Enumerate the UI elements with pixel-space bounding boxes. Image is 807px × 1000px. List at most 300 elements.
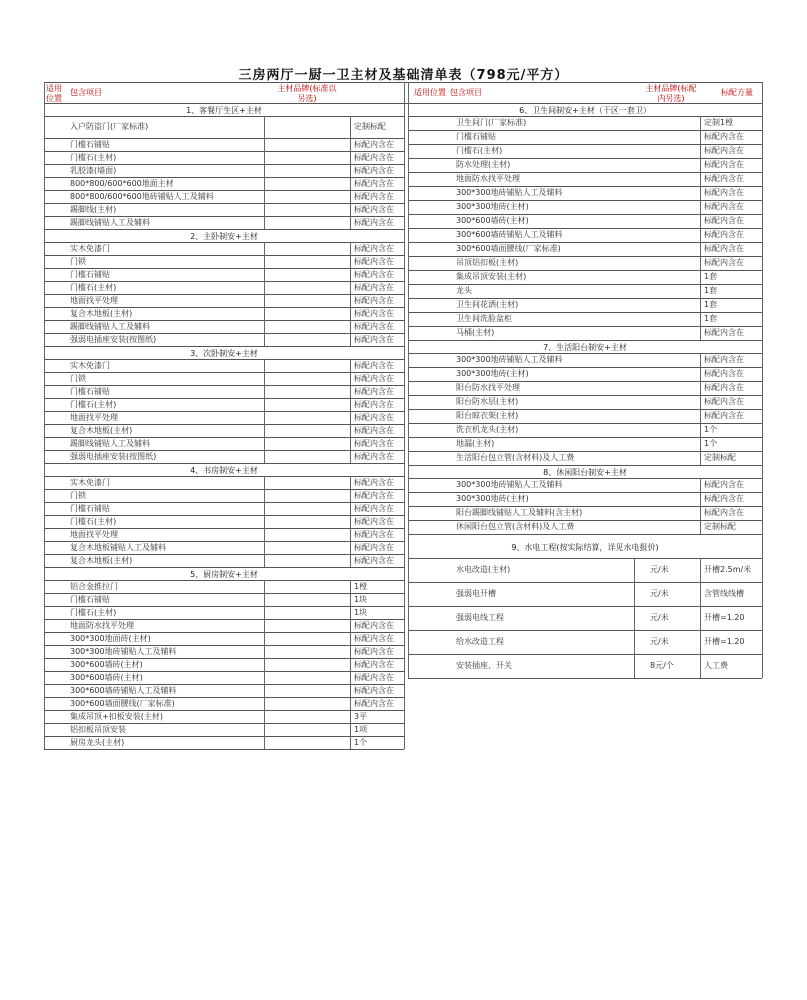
column-divider [264, 216, 265, 229]
item-note: 人工费 [704, 661, 728, 670]
list-item: 复合木地板(主材) [70, 425, 133, 435]
column-divider [700, 506, 701, 520]
row-divider [408, 409, 762, 410]
item-standard: 标配内含在 [704, 160, 744, 169]
column-divider [350, 736, 351, 749]
item-standard: 标配内含在 [354, 295, 394, 305]
list-item: 300*300地砖铺贴人工及辅料 [456, 188, 563, 197]
column-divider [350, 424, 351, 437]
item-standard: 标配内含在 [354, 633, 394, 643]
list-item: 800*800/600*600地面主材 [70, 178, 174, 188]
column-divider [350, 723, 351, 736]
column-divider [264, 619, 265, 632]
column-divider [634, 654, 635, 678]
column-divider [264, 437, 265, 450]
item-standard: 标配内含在 [704, 397, 744, 406]
item-standard: 标配内含在 [354, 542, 394, 552]
item-standard: 标配内含在 [354, 698, 394, 708]
column-divider [634, 558, 635, 582]
column-divider [350, 606, 351, 619]
column-divider [264, 255, 265, 268]
list-item: 铝扣板吊顶安装 [70, 724, 126, 734]
column-divider [700, 630, 701, 654]
header-standard-right: 主材品牌(标配 内另选) [645, 84, 697, 103]
item-standard: 标配内含在 [354, 360, 394, 370]
list-item: 复合木地板铺贴人工及辅料 [70, 542, 166, 552]
column-divider [264, 736, 265, 749]
item-standard: 标配内含在 [354, 321, 394, 331]
list-item: 门锁 [70, 373, 86, 383]
item-standard: 标配内含在 [704, 230, 744, 239]
list-item: 龙头 [456, 286, 472, 295]
list-item: 强弱电开槽 [456, 589, 496, 598]
item-standard: 1项 [354, 724, 368, 734]
list-item: 门槛石(主材) [70, 607, 117, 617]
list-item: 卫生间花洒(主材) [456, 300, 519, 309]
section-title: 7、生活阳台制安+主材 [543, 343, 627, 352]
column-divider [700, 228, 701, 242]
column-divider [350, 164, 351, 177]
column-divider [264, 593, 265, 606]
list-item: 休闲阳台包立管(含材料)及人工费 [456, 522, 575, 531]
column-divider [264, 411, 265, 424]
column-divider [264, 177, 265, 190]
list-item: 吊顶铝扣板(主材) [456, 258, 519, 267]
column-divider [264, 359, 265, 372]
list-item: 复合木地板(主材) [70, 555, 133, 565]
column-divider [700, 582, 701, 606]
section-title: 3、次卧制安+主材 [190, 349, 258, 358]
list-item: 马桶(主材) [456, 328, 495, 337]
item-price: 元/米 [650, 589, 669, 598]
row-divider [408, 520, 762, 521]
page-title: 三房两厅一厨一卫主材及基础清单表（798元/平方） [238, 68, 569, 83]
item-standard: 标配内含在 [354, 282, 394, 292]
column-divider [350, 619, 351, 632]
item-standard: 标配内含在 [704, 202, 744, 211]
column-divider [350, 242, 351, 255]
header-items: 包含项目 [70, 88, 102, 97]
column-divider [264, 450, 265, 463]
item-standard: 标配内含在 [704, 328, 744, 337]
list-item: 实木免漆门 [70, 360, 110, 370]
column-divider [350, 437, 351, 450]
row-divider [408, 437, 762, 438]
item-standard: 标配内含在 [354, 308, 394, 318]
item-note: 开槽2.5m/米 [704, 565, 752, 574]
item-standard: 1块 [354, 607, 368, 617]
column-divider [350, 697, 351, 710]
item-standard: 标配内含在 [704, 369, 744, 378]
column-divider [264, 541, 265, 554]
column-divider [264, 138, 265, 151]
column-divider [350, 450, 351, 463]
list-item: 实木免漆门 [70, 243, 110, 253]
row-divider [408, 534, 762, 535]
item-standard: 标配内含在 [704, 216, 744, 225]
row-divider [44, 346, 404, 347]
column-divider [700, 270, 701, 284]
row-divider [408, 242, 762, 243]
row-divider [408, 200, 762, 201]
list-item: 门槛石(主材) [70, 399, 117, 409]
row-divider [408, 381, 762, 382]
list-item: 入户防盗门(厂家标准) [70, 122, 149, 131]
row-divider [408, 284, 762, 285]
column-divider [264, 580, 265, 593]
column-divider [700, 395, 701, 409]
item-standard: 1个 [354, 737, 368, 747]
item-standard: 标配内含在 [704, 494, 744, 503]
column-divider [350, 255, 351, 268]
item-standard: 标配内含在 [704, 480, 744, 489]
column-divider [350, 528, 351, 541]
column-divider [700, 437, 701, 451]
column-divider [350, 710, 351, 723]
column-divider [350, 411, 351, 424]
list-item: 铝合金推拉门 [70, 581, 118, 591]
row-divider [408, 367, 762, 368]
column-divider [700, 520, 701, 534]
item-price: 8元/个 [650, 661, 674, 670]
column-divider [634, 606, 635, 630]
item-standard: 标配内含在 [354, 477, 394, 487]
section-title: 8、休闲阳台制安+主材 [543, 468, 627, 477]
list-item: 300*600墙砖铺贴人工及辅料 [456, 230, 563, 239]
list-item: 乳胶漆(墙面) [70, 165, 117, 175]
column-divider [264, 333, 265, 346]
column-divider [264, 307, 265, 320]
item-standard: 标配内含在 [354, 620, 394, 630]
column-divider [700, 116, 701, 130]
list-item: 洗衣机龙头(主材) [456, 425, 519, 434]
column-divider [700, 284, 701, 298]
item-standard: 标配内含在 [704, 258, 744, 267]
list-item: 门槛石(主材) [456, 146, 503, 155]
row-divider [408, 558, 762, 559]
list-item: 300*300地砖铺贴人工及辅料 [456, 355, 563, 364]
column-divider [350, 385, 351, 398]
column-divider [350, 541, 351, 554]
column-divider [350, 151, 351, 164]
section-title: 4、书房制安+主材 [190, 466, 258, 475]
column-divider [350, 593, 351, 606]
column-divider [700, 200, 701, 214]
column-divider [264, 697, 265, 710]
item-standard: 标配内含在 [704, 411, 744, 420]
list-item: 卫生间门(厂家标准) [456, 118, 527, 127]
row-divider [408, 340, 762, 341]
list-item: 门槛石(主材) [70, 516, 117, 526]
column-divider [264, 632, 265, 645]
row-divider [408, 256, 762, 257]
column-divider [350, 281, 351, 294]
column-divider [264, 502, 265, 515]
column-divider [350, 372, 351, 385]
item-standard: 标配内含在 [354, 646, 394, 656]
list-item: 给水改造工程 [456, 637, 504, 646]
item-standard: 标配内含在 [354, 685, 394, 695]
item-standard: 标配内含在 [354, 386, 394, 396]
item-note: 开槽=1.20 [704, 613, 745, 622]
column-divider [700, 214, 701, 228]
list-item: 踢脚线铺贴人工及辅料 [70, 438, 150, 448]
list-item: 门槛石铺贴 [70, 139, 110, 149]
column-divider [264, 528, 265, 541]
column-divider [350, 359, 351, 372]
row-divider [408, 451, 762, 452]
item-standard: 标配内含在 [354, 217, 394, 227]
column-divider [700, 130, 701, 144]
column-divider [700, 326, 701, 340]
row-divider [408, 654, 762, 655]
section-title: 9、水电工程(按实际结算，详见水电报价) [511, 543, 659, 552]
list-item: 门锁 [70, 490, 86, 500]
list-item: 地面防水找平处理 [70, 620, 134, 630]
column-divider [408, 103, 409, 678]
column-divider [350, 216, 351, 229]
column-divider [350, 268, 351, 281]
section-title: 2、主卧制安+主材 [190, 232, 258, 241]
column-divider [700, 312, 701, 326]
item-standard: 标配内含在 [354, 256, 394, 266]
column-divider [264, 385, 265, 398]
item-standard: 标配内含在 [354, 178, 394, 188]
column-divider [700, 423, 701, 437]
row-divider [408, 172, 762, 173]
item-standard: 标配内含在 [354, 438, 394, 448]
item-standard: 标配内含在 [354, 659, 394, 669]
row-divider [408, 158, 762, 159]
section-title: 5、厨房制安+主材 [190, 570, 258, 579]
list-item: 门槛石铺贴 [70, 386, 110, 396]
column-divider [700, 353, 701, 367]
list-item: 阳台晾衣架(主材) [456, 411, 519, 420]
list-item: 水电改造(主材) [456, 565, 511, 574]
list-item: 300*300地砖铺贴人工及辅料 [70, 646, 177, 656]
column-divider [350, 320, 351, 333]
item-standard: 标配内含在 [704, 244, 744, 253]
section-title: 6、卫生间制安+主材（干区一套卫） [519, 106, 651, 115]
item-standard: 1套 [704, 314, 718, 323]
column-divider [264, 203, 265, 216]
row-divider [44, 567, 404, 568]
list-item: 集成吊顶+扣板安装(主材) [70, 711, 163, 721]
column-divider [404, 82, 405, 749]
column-divider [700, 558, 701, 582]
item-standard: 标配内含在 [354, 412, 394, 422]
column-divider [264, 658, 265, 671]
column-divider [264, 281, 265, 294]
row-divider [408, 186, 762, 187]
list-item: 复合木地板(主材) [70, 308, 133, 318]
header-position-right: 适用位置 [414, 88, 446, 97]
list-item: 300*600墙面腰线(厂家标准) [70, 698, 175, 708]
item-standard: 标配内含在 [354, 529, 394, 539]
column-divider [634, 582, 635, 606]
item-standard: 1个 [704, 439, 718, 448]
column-divider [350, 116, 351, 138]
list-item: 300*600墙面腰线(厂家标准) [456, 244, 561, 253]
column-divider [700, 451, 701, 465]
column-divider [350, 684, 351, 697]
column-divider [700, 606, 701, 630]
item-standard: 标配内含在 [354, 165, 394, 175]
list-item: 地漏(主材) [456, 439, 495, 448]
item-standard: 标配内含在 [354, 139, 394, 149]
list-item: 强弱电线工程 [456, 613, 504, 622]
column-divider [350, 658, 351, 671]
column-divider [264, 606, 265, 619]
row-divider [408, 312, 762, 313]
column-divider [264, 398, 265, 411]
item-standard: 1个 [704, 425, 718, 434]
column-divider [700, 409, 701, 423]
list-item: 卫生间洗脸盆柜 [456, 314, 512, 323]
column-divider [264, 723, 265, 736]
column-divider [264, 242, 265, 255]
item-standard: 标配内含在 [354, 243, 394, 253]
row-divider [408, 130, 762, 131]
item-standard: 标配内含在 [354, 425, 394, 435]
column-divider [350, 554, 351, 567]
list-item: 防水处理(主材) [456, 160, 511, 169]
row-divider [408, 270, 762, 271]
list-item: 门槛石(主材) [70, 152, 117, 162]
column-divider [700, 492, 701, 506]
column-divider [700, 186, 701, 200]
row-divider [44, 229, 404, 230]
header-std2-right: 标配方量 [721, 88, 753, 97]
row-divider [408, 144, 762, 145]
list-item: 阳台防水找平处理 [456, 383, 520, 392]
column-divider [350, 515, 351, 528]
row-divider [408, 228, 762, 229]
column-divider [350, 203, 351, 216]
item-standard: 标配内含在 [354, 334, 394, 344]
section-title: 1、客餐厅生区+主材 [186, 106, 262, 115]
column-divider [350, 177, 351, 190]
row-divider [408, 478, 762, 479]
item-standard: 标配内含在 [354, 373, 394, 383]
column-divider [350, 190, 351, 203]
column-divider [264, 515, 265, 528]
item-standard: 1块 [354, 594, 368, 604]
column-divider [762, 103, 763, 678]
list-item: 300*600墙砖(主材) [70, 672, 143, 682]
column-divider [264, 424, 265, 437]
column-divider [264, 645, 265, 658]
item-standard: 标配内含在 [354, 672, 394, 682]
column-divider [350, 398, 351, 411]
list-item: 300*600墙砖(主材) [70, 659, 143, 669]
item-standard: 标配内含在 [354, 152, 394, 162]
item-price: 元/米 [650, 565, 669, 574]
item-standard: 标配内含在 [354, 204, 394, 214]
column-divider [264, 684, 265, 697]
column-divider [350, 645, 351, 658]
row-divider [408, 214, 762, 215]
item-standard: 1套 [704, 272, 718, 281]
list-item: 门槛石铺贴 [70, 503, 110, 513]
list-item: 地面防水找平处理 [456, 174, 520, 183]
column-divider [634, 630, 635, 654]
column-divider [700, 654, 701, 678]
row-divider [408, 298, 762, 299]
list-item: 门槛石铺贴 [70, 269, 110, 279]
column-divider [700, 478, 701, 492]
item-standard: 3平 [354, 711, 368, 721]
column-divider [264, 294, 265, 307]
list-item: 门槛石铺贴 [70, 594, 110, 604]
item-standard: 标配内含在 [704, 132, 744, 141]
list-item: 集成吊顶安装(主材) [456, 272, 527, 281]
list-item: 300*300地砖铺贴人工及辅料 [456, 480, 563, 489]
row-divider [408, 630, 762, 631]
item-standard: 标配内含在 [354, 555, 394, 565]
list-item: 生活阳台包立管(含材料)及人工费 [456, 453, 575, 462]
column-divider [700, 256, 701, 270]
item-standard: 标配内含在 [354, 399, 394, 409]
column-divider [264, 268, 265, 281]
row-divider [44, 749, 404, 750]
column-divider [350, 333, 351, 346]
row-divider [44, 82, 762, 83]
row-divider [408, 465, 762, 466]
list-item: 地面找平处理 [70, 412, 118, 422]
item-price: 元/米 [650, 637, 669, 646]
list-item: 门锁 [70, 256, 86, 266]
column-divider [350, 489, 351, 502]
column-divider [350, 476, 351, 489]
list-item: 安装插座、开关 [456, 661, 512, 670]
list-item: 强弱电插座安装(按图纸) [70, 451, 157, 461]
item-standard: 标配内含在 [704, 508, 744, 517]
row-divider [408, 395, 762, 396]
column-divider [350, 671, 351, 684]
column-divider [350, 580, 351, 593]
item-note: 含管线线槽 [704, 589, 744, 598]
list-item: 强弱电插座安装(按图纸) [70, 334, 157, 344]
row-divider [408, 326, 762, 327]
column-divider [264, 476, 265, 489]
list-item: 实木免漆门 [70, 477, 110, 487]
column-divider [408, 82, 409, 103]
item-standard: 1套 [704, 286, 718, 295]
item-standard: 标配内含在 [354, 191, 394, 201]
list-item: 踢脚线铺贴人工及辅料 [70, 217, 150, 227]
row-divider [408, 492, 762, 493]
list-item: 300*300地面砖(主材) [70, 633, 151, 643]
item-standard: 1套 [704, 300, 718, 309]
column-divider [264, 489, 265, 502]
row-divider [408, 423, 762, 424]
column-divider [264, 116, 265, 138]
row-divider [44, 463, 404, 464]
header-items-right: 包含项目 [450, 88, 482, 97]
item-standard: 标配内含在 [704, 146, 744, 155]
column-divider [264, 710, 265, 723]
item-standard: 标配内含在 [354, 490, 394, 500]
column-divider [350, 502, 351, 515]
column-divider [700, 242, 701, 256]
item-standard: 1樘 [354, 581, 368, 591]
column-divider [700, 144, 701, 158]
row-divider [408, 353, 762, 354]
list-item: 300*600墙砖铺贴人工及辅料 [70, 685, 177, 695]
column-divider [700, 298, 701, 312]
list-item: 300*300地砖(主材) [456, 494, 529, 503]
